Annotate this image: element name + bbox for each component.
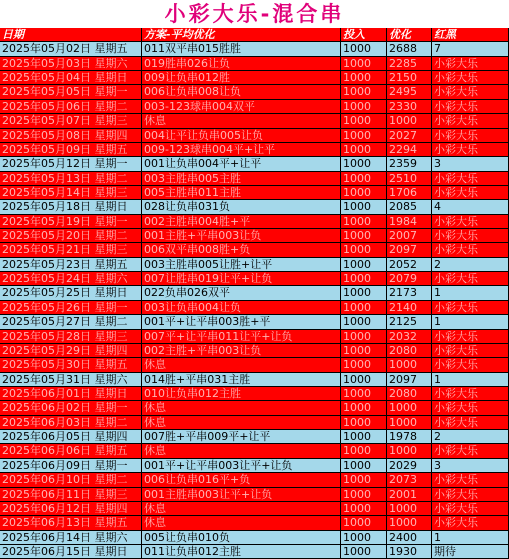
- cell-date: 2025年05月04日 星期日: [0, 71, 142, 84]
- cell-input: 1000: [341, 42, 387, 55]
- cell-date: 2025年06月14日 星期六: [0, 531, 142, 544]
- cell-plan: 001平+让平串003胜+平: [142, 315, 341, 328]
- table-row: [0, 42, 509, 56]
- cell-plan: 休息: [142, 358, 341, 371]
- cell-input: 1000: [341, 286, 387, 299]
- cell-result: 小彩大乐: [432, 416, 509, 429]
- cell-date: 2025年06月12日 星期四: [0, 502, 142, 515]
- header-date: 日期: [0, 28, 142, 41]
- table-row: [0, 129, 509, 143]
- page-title: 小彩大乐-混合串: [164, 2, 345, 26]
- cell-date: 2025年05月08日 星期四: [0, 129, 142, 142]
- cell-output: 2073: [387, 473, 432, 486]
- cell-input: 1000: [341, 401, 387, 414]
- cell-plan: 001主胜+平串003让负: [142, 229, 341, 242]
- cell-output: 2097: [387, 373, 432, 386]
- cell-plan: 009让负串012胜: [142, 71, 341, 84]
- cell-output: 1706: [387, 186, 432, 199]
- cell-plan: 002主胜+平串003让负: [142, 344, 341, 357]
- cell-input: 1000: [341, 258, 387, 271]
- cell-plan: 005主胜串011主胜: [142, 186, 341, 199]
- cell-input: 1000: [341, 186, 387, 199]
- cell-result: 小彩大乐: [432, 401, 509, 414]
- table-row: [0, 430, 509, 444]
- cell-result: 小彩大乐: [432, 387, 509, 400]
- cell-result: 小彩大乐: [432, 473, 509, 486]
- cell-plan: 009-123球串004平+让平: [142, 143, 341, 156]
- cell-result: 小彩大乐: [432, 129, 509, 142]
- table-row: [0, 459, 509, 473]
- cell-plan: 休息: [142, 502, 341, 515]
- cell-plan: 005让负串010负: [142, 531, 341, 544]
- cell-result: 小彩大乐: [432, 85, 509, 98]
- table-row: [0, 387, 509, 401]
- cell-date: 2025年06月15日 星期日: [0, 545, 142, 558]
- cell-input: 1000: [341, 272, 387, 285]
- cell-output: 1000: [387, 516, 432, 529]
- cell-result: 7: [432, 42, 509, 55]
- cell-input: 1000: [341, 531, 387, 544]
- cell-plan: 007平+让平串011让平+让负: [142, 330, 341, 343]
- table-row: [0, 401, 509, 415]
- cell-result: 小彩大乐: [432, 71, 509, 84]
- cell-date: 2025年06月06日 星期五: [0, 444, 142, 457]
- cell-plan: 028让负串031负: [142, 200, 341, 213]
- table-row: [0, 301, 509, 315]
- table-row: [0, 57, 509, 71]
- cell-plan: 019胜串026让负: [142, 57, 341, 70]
- cell-output: 2173: [387, 286, 432, 299]
- cell-date: 2025年05月28日 星期三: [0, 330, 142, 343]
- cell-result: 小彩大乐: [432, 57, 509, 70]
- cell-plan: 休息: [142, 416, 341, 429]
- cell-date: 2025年05月12日 星期一: [0, 157, 142, 170]
- cell-date: 2025年05月03日 星期六: [0, 57, 142, 70]
- cell-date: 2025年06月13日 星期五: [0, 516, 142, 529]
- table-row: [0, 358, 509, 372]
- table-row: [0, 243, 509, 257]
- cell-result: 小彩大乐: [432, 100, 509, 113]
- cell-result: 小彩大乐: [432, 143, 509, 156]
- cell-input: 1000: [341, 473, 387, 486]
- cell-result: 期待: [432, 545, 509, 558]
- cell-output: 2125: [387, 315, 432, 328]
- cell-output: 1930: [387, 545, 432, 558]
- cell-date: 2025年05月02日 星期五: [0, 42, 142, 55]
- cell-input: 1000: [341, 330, 387, 343]
- cell-result: 小彩大乐: [432, 358, 509, 371]
- cell-date: 2025年05月30日 星期五: [0, 358, 142, 371]
- cell-result: 小彩大乐: [432, 215, 509, 228]
- cell-date: 2025年05月19日 星期一: [0, 215, 142, 228]
- cell-result: 2: [432, 258, 509, 271]
- cell-output: 1978: [387, 430, 432, 443]
- table-header: [0, 28, 509, 42]
- cell-date: 2025年05月20日 星期二: [0, 229, 142, 242]
- cell-result: 2: [432, 430, 509, 443]
- cell-result: 1: [432, 286, 509, 299]
- cell-date: 2025年05月07日 星期三: [0, 114, 142, 127]
- cell-output: 1000: [387, 444, 432, 457]
- cell-result: 小彩大乐: [432, 330, 509, 343]
- cell-input: 1000: [341, 114, 387, 127]
- table-row: [0, 444, 509, 458]
- cell-plan: 007让胜串019让平+让负: [142, 272, 341, 285]
- cell-result: 小彩大乐: [432, 229, 509, 242]
- cell-plan: 004让平让负串005让负: [142, 129, 341, 142]
- cell-input: 1000: [341, 502, 387, 515]
- cell-output: 2688: [387, 42, 432, 55]
- cell-plan: 011让负串012主胜: [142, 545, 341, 558]
- cell-input: 1000: [341, 387, 387, 400]
- cell-input: 1000: [341, 100, 387, 113]
- cell-output: 2097: [387, 243, 432, 256]
- table-row: [0, 172, 509, 186]
- cell-output: 1000: [387, 358, 432, 371]
- table-row: [0, 473, 509, 487]
- cell-result: 4: [432, 200, 509, 213]
- cell-date: 2025年06月05日 星期四: [0, 430, 142, 443]
- table-row: [0, 200, 509, 214]
- cell-result: 小彩大乐: [432, 516, 509, 529]
- cell-result: 1: [432, 531, 509, 544]
- cell-plan: 003-123球串004双平: [142, 100, 341, 113]
- table-row: [0, 215, 509, 229]
- cell-result: 3: [432, 157, 509, 170]
- cell-input: 1000: [341, 488, 387, 501]
- cell-date: 2025年06月09日 星期一: [0, 459, 142, 472]
- cell-plan: 010让负串012主胜: [142, 387, 341, 400]
- cell-plan: 003让负串004让负: [142, 301, 341, 314]
- cell-output: 2079: [387, 272, 432, 285]
- cell-output: 1000: [387, 114, 432, 127]
- table-row: [0, 531, 509, 545]
- cell-date: 2025年06月01日 星期日: [0, 387, 142, 400]
- cell-date: 2025年05月26日 星期一: [0, 301, 142, 314]
- cell-output: 2027: [387, 129, 432, 142]
- cell-date: 2025年05月21日 星期三: [0, 243, 142, 256]
- cell-plan: 022负串026双平: [142, 286, 341, 299]
- cell-input: 1000: [341, 229, 387, 242]
- cell-date: 2025年05月27日 星期二: [0, 315, 142, 328]
- cell-output: 2007: [387, 229, 432, 242]
- table-row: [0, 258, 509, 272]
- cell-date: 2025年05月24日 星期六: [0, 272, 142, 285]
- cell-input: 1000: [341, 85, 387, 98]
- cell-output: 2080: [387, 387, 432, 400]
- cell-plan: 003主胜串005让胜+让平: [142, 258, 341, 271]
- cell-date: 2025年05月13日 星期二: [0, 172, 142, 185]
- header-plan: 方案-平均优化: [142, 28, 341, 41]
- cell-input: 1000: [341, 545, 387, 558]
- table-row: [0, 488, 509, 502]
- cell-plan: 001让负串004平+让平: [142, 157, 341, 170]
- cell-input: 1000: [341, 243, 387, 256]
- cell-plan: 006让负串016平+负: [142, 473, 341, 486]
- cell-output: 2140: [387, 301, 432, 314]
- cell-result: 3: [432, 459, 509, 472]
- cell-plan: 006双平串008胜+负: [142, 243, 341, 256]
- table-row: [0, 502, 509, 516]
- cell-input: 1000: [341, 215, 387, 228]
- cell-input: 1000: [341, 444, 387, 457]
- table-row: [0, 100, 509, 114]
- cell-date: 2025年06月02日 星期一: [0, 401, 142, 414]
- cell-input: 1000: [341, 129, 387, 142]
- cell-output: 2032: [387, 330, 432, 343]
- cell-result: 小彩大乐: [432, 243, 509, 256]
- cell-plan: 休息: [142, 401, 341, 414]
- cell-output: 2294: [387, 143, 432, 156]
- table-row: [0, 229, 509, 243]
- cell-plan: 002主胜串004胜+平: [142, 215, 341, 228]
- cell-date: 2025年05月14日 星期三: [0, 186, 142, 199]
- cell-result: 1: [432, 373, 509, 386]
- cell-output: 1000: [387, 401, 432, 414]
- cell-date: 2025年06月10日 星期二: [0, 473, 142, 486]
- cell-plan: 006让负串008让负: [142, 85, 341, 98]
- cell-input: 1000: [341, 430, 387, 443]
- table-row: [0, 186, 509, 200]
- table-row: [0, 114, 509, 128]
- cell-plan: 休息: [142, 114, 341, 127]
- header-result: 红黑: [432, 28, 509, 41]
- cell-result: 小彩大乐: [432, 488, 509, 501]
- cell-date: 2025年05月05日 星期一: [0, 85, 142, 98]
- cell-date: 2025年05月25日 星期日: [0, 286, 142, 299]
- cell-result: 小彩大乐: [432, 114, 509, 127]
- cell-output: 2510: [387, 172, 432, 185]
- cell-plan: 001平+让平串003让平+让负: [142, 459, 341, 472]
- cell-output: 1000: [387, 416, 432, 429]
- table-row: [0, 286, 509, 300]
- cell-input: 1000: [341, 143, 387, 156]
- cell-plan: 休息: [142, 516, 341, 529]
- cell-output: 1984: [387, 215, 432, 228]
- cell-input: 1000: [341, 172, 387, 185]
- table-row: [0, 416, 509, 430]
- cell-output: 2285: [387, 57, 432, 70]
- table-row: [0, 344, 509, 358]
- cell-input: 1000: [341, 200, 387, 213]
- cell-plan: 休息: [142, 444, 341, 457]
- cell-output: 2080: [387, 344, 432, 357]
- table-row: [0, 330, 509, 344]
- cell-result: 小彩大乐: [432, 186, 509, 199]
- cell-input: 1000: [341, 57, 387, 70]
- table-row: [0, 315, 509, 329]
- cell-output: 2400: [387, 531, 432, 544]
- header-input: 投入: [341, 28, 387, 41]
- cell-input: 1000: [341, 157, 387, 170]
- table-row: [0, 545, 509, 559]
- cell-input: 1000: [341, 358, 387, 371]
- table-row: [0, 143, 509, 157]
- table-row: [0, 85, 509, 99]
- cell-date: 2025年06月03日 星期二: [0, 416, 142, 429]
- cell-output: 2495: [387, 85, 432, 98]
- cell-date: 2025年05月31日 星期六: [0, 373, 142, 386]
- cell-plan: 007胜+平串009平+让平: [142, 430, 341, 443]
- cell-result: 小彩大乐: [432, 444, 509, 457]
- cell-plan: 003主胜串005主胜: [142, 172, 341, 185]
- table-row: [0, 71, 509, 85]
- cell-input: 1000: [341, 315, 387, 328]
- cell-input: 1000: [341, 301, 387, 314]
- cell-result: 1: [432, 315, 509, 328]
- header-output: 优化: [387, 28, 432, 41]
- cell-input: 1000: [341, 344, 387, 357]
- cell-result: 小彩大乐: [432, 272, 509, 285]
- cell-date: 2025年05月29日 星期四: [0, 344, 142, 357]
- cell-output: 2029: [387, 459, 432, 472]
- table-row: [0, 272, 509, 286]
- cell-output: 2085: [387, 200, 432, 213]
- table-row: [0, 373, 509, 387]
- results-table: [0, 28, 509, 559]
- cell-plan: 014胜+平串031主胜: [142, 373, 341, 386]
- cell-input: 1000: [341, 459, 387, 472]
- cell-result: 小彩大乐: [432, 344, 509, 357]
- cell-output: 1000: [387, 502, 432, 515]
- cell-input: 1000: [341, 373, 387, 386]
- cell-output: 2330: [387, 100, 432, 113]
- cell-result: 小彩大乐: [432, 301, 509, 314]
- cell-output: 2052: [387, 258, 432, 271]
- cell-date: 2025年06月11日 星期三: [0, 488, 142, 501]
- cell-result: 小彩大乐: [432, 502, 509, 515]
- cell-output: 2359: [387, 157, 432, 170]
- cell-plan: 001主胜串003让平+让负: [142, 488, 341, 501]
- cell-input: 1000: [341, 416, 387, 429]
- cell-output: 2150: [387, 71, 432, 84]
- cell-input: 1000: [341, 516, 387, 529]
- table-row: [0, 157, 509, 171]
- cell-input: 1000: [341, 71, 387, 84]
- cell-date: 2025年05月23日 星期五: [0, 258, 142, 271]
- cell-date: 2025年05月18日 星期日: [0, 200, 142, 213]
- cell-output: 2001: [387, 488, 432, 501]
- table-row: [0, 516, 509, 530]
- cell-date: 2025年05月09日 星期五: [0, 143, 142, 156]
- cell-date: 2025年05月06日 星期二: [0, 100, 142, 113]
- cell-plan: 011双平串015胜胜: [142, 42, 341, 55]
- cell-result: 小彩大乐: [432, 172, 509, 185]
